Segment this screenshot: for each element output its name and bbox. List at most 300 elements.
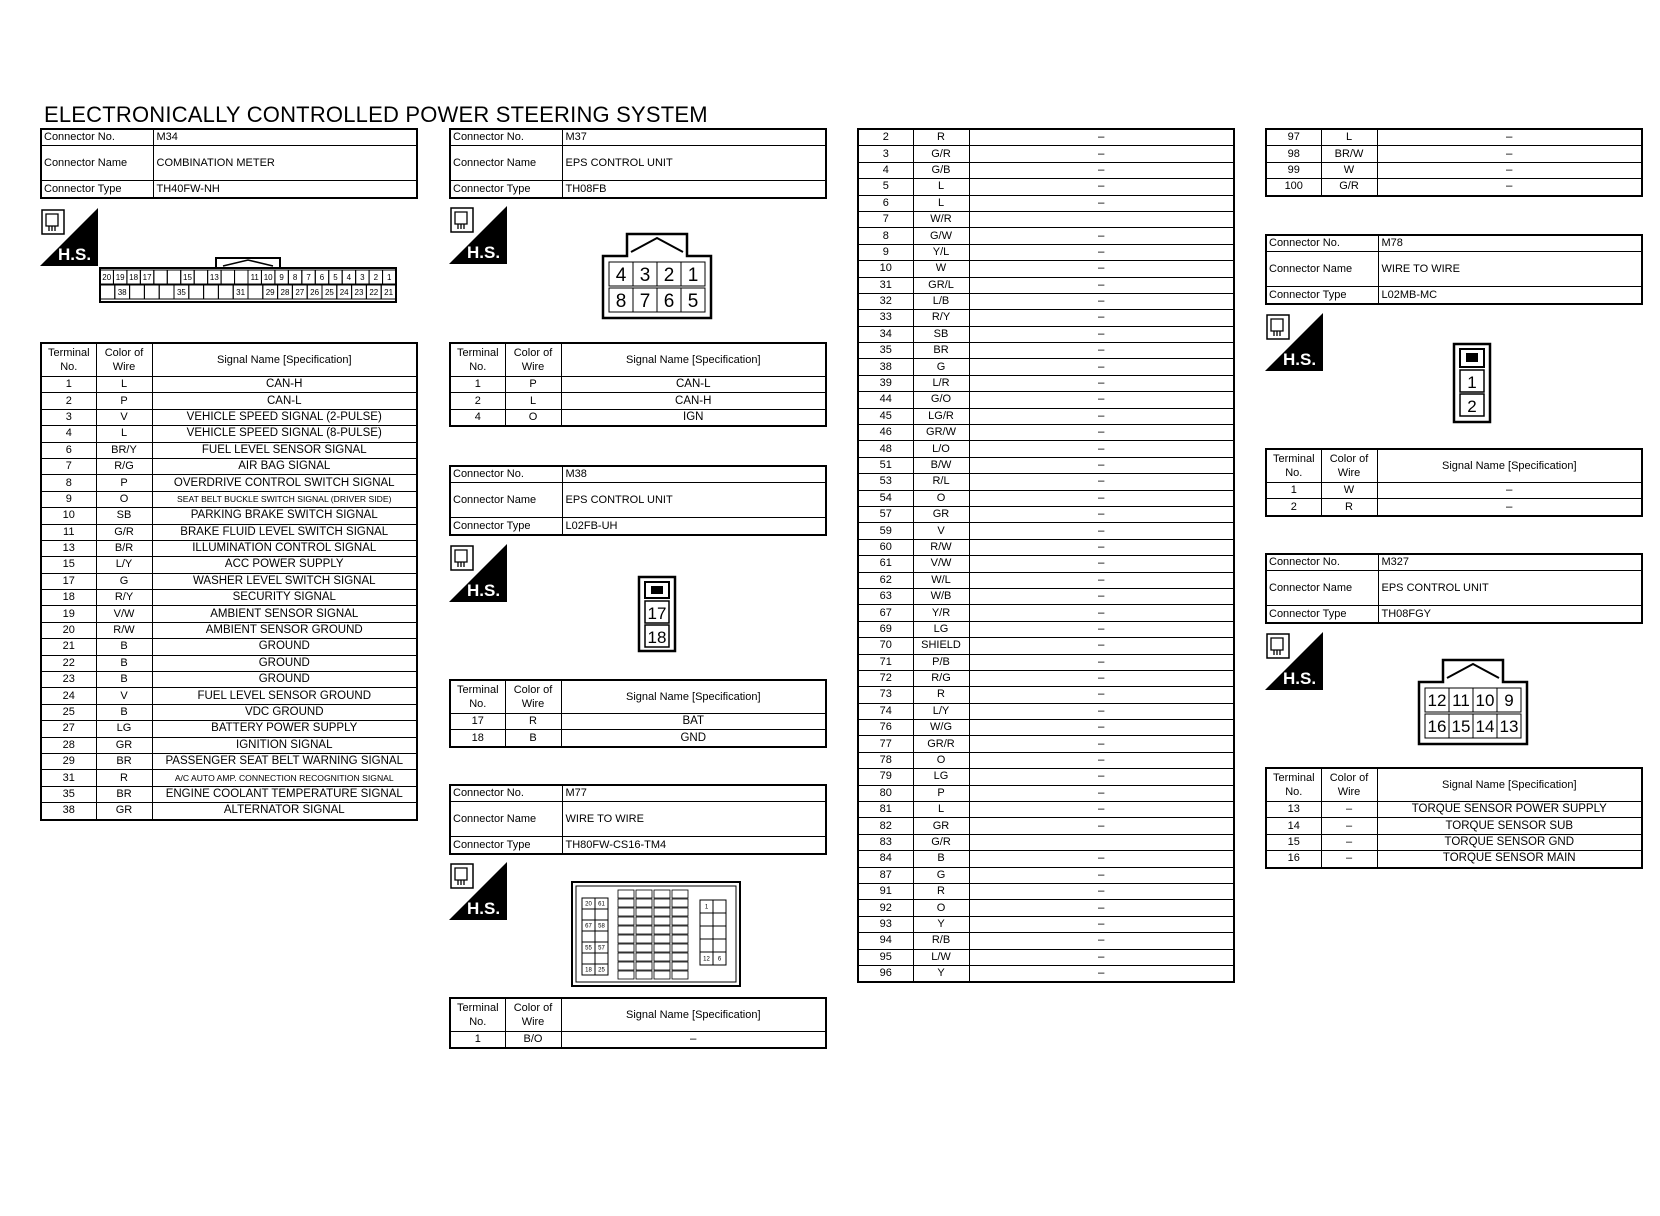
terminal-no-cell: 73 [858, 687, 913, 703]
pin-number: 29 [265, 287, 275, 297]
wire-color-cell: G/R [913, 146, 969, 162]
wire-color-cell: L [913, 195, 969, 211]
terminal-no-cell: 98 [1266, 146, 1321, 162]
wire-color-cell: R [913, 129, 969, 146]
wire-color-cell: B/O [505, 1032, 561, 1049]
signal-name-cell: – [969, 769, 1234, 785]
pin-number: 16 [1427, 717, 1447, 737]
terminal-no-cell: 84 [858, 851, 913, 867]
signal-name-cell: – [969, 228, 1234, 244]
terminal-no-header: Terminal No. [1266, 449, 1321, 483]
signal-name-cell: – [969, 441, 1234, 457]
signal-name-cell: – [969, 392, 1234, 408]
wire-color-cell: P [505, 377, 561, 393]
terminal-no-cell: 78 [858, 752, 913, 768]
wire-color-cell: W/L [913, 572, 969, 588]
table-row [1266, 162, 1642, 178]
terminal-no-cell: 94 [858, 933, 913, 949]
svg-text:18: 18 [647, 628, 667, 647]
signal-name-cell: – [969, 310, 1234, 326]
wire-color-cell: G [96, 573, 152, 589]
connector-no-value: M78 [1378, 235, 1642, 252]
terminal-no-cell: 17 [41, 573, 96, 589]
table-row [1266, 146, 1642, 162]
terminal-no-cell: 4 [450, 409, 505, 426]
table-row [858, 949, 1234, 965]
signal-name-cell: – [969, 703, 1234, 719]
terminal-no-cell: 7 [41, 458, 96, 474]
signal-name-cell: – [969, 261, 1234, 277]
table-row [858, 867, 1234, 883]
table-row [41, 475, 417, 491]
wire-color-cell: G/R [913, 834, 969, 850]
terminal-no-cell: 77 [858, 736, 913, 752]
connector-m77-continued-table [857, 128, 1235, 983]
table-row [858, 572, 1234, 588]
connector-type-label: Connector Type [1266, 606, 1378, 623]
signal-name-cell: – [1377, 129, 1642, 146]
terminal-no-cell: 29 [41, 753, 96, 769]
table-row [41, 524, 417, 540]
signal-name-cell: – [969, 162, 1234, 178]
wire-color-cell: P [913, 785, 969, 801]
terminal-no-cell: 2 [41, 393, 96, 409]
table-row [41, 688, 417, 704]
table-row [858, 851, 1234, 867]
signal-name-header: Signal Name [Specification] [152, 343, 417, 377]
connector-m78-terminal-table [1265, 448, 1643, 517]
connector-m77-terminal-table [449, 997, 827, 1049]
wire-color-cell: BR [96, 753, 152, 769]
table-row [858, 392, 1234, 408]
signal-name-cell: – [969, 129, 1234, 146]
terminal-no-cell: 9 [858, 244, 913, 260]
wire-color-cell: O [913, 900, 969, 916]
terminal-no-cell: 34 [858, 326, 913, 342]
pin-number: 25 [324, 287, 334, 297]
pin-number: 6 [663, 290, 675, 312]
signal-name-cell: ILLUMINATION CONTROL SIGNAL [152, 540, 417, 556]
terminal-no-cell: 46 [858, 425, 913, 441]
connector-m34-face-diagram [98, 250, 398, 309]
wire-color-cell: R/G [96, 458, 152, 474]
pin-number: 67 [585, 923, 592, 930]
signal-name-cell: – [969, 425, 1234, 441]
table-row [41, 426, 417, 442]
terminal-no-cell: 18 [41, 590, 96, 606]
wire-color-cell: G [913, 359, 969, 375]
table-row [858, 933, 1234, 949]
table-row [858, 785, 1234, 801]
terminal-no-cell: 23 [41, 672, 96, 688]
table-row [858, 883, 1234, 899]
terminal-no-cell: 31 [858, 277, 913, 293]
wire-color-cell: LG [96, 721, 152, 737]
terminal-no-cell: 2 [450, 393, 505, 409]
terminal-no-cell: 6 [858, 195, 913, 211]
terminal-no-cell: 15 [41, 557, 96, 573]
signal-name-cell: – [969, 179, 1234, 195]
harness-side-icon [449, 544, 507, 602]
terminal-no-cell: 69 [858, 621, 913, 637]
terminal-no-cell: 33 [858, 310, 913, 326]
wire-color-cell: BR [96, 786, 152, 802]
pin-number: 24 [339, 287, 349, 297]
table-row [858, 425, 1234, 441]
terminal-no-cell: 3 [858, 146, 913, 162]
svg-text:1: 1 [1467, 373, 1477, 392]
signal-name-cell: ALTERNATOR SIGNAL [152, 803, 417, 820]
terminal-no-cell: 59 [858, 523, 913, 539]
signal-name-header: Signal Name [Specification] [1377, 449, 1642, 483]
wire-color-cell: P/B [913, 654, 969, 670]
table-row [450, 714, 826, 730]
wire-color-cell: L [913, 179, 969, 195]
pin-number: 5 [687, 290, 699, 312]
svg-text:H.S.: H.S. [1283, 669, 1317, 688]
wire-color-cell: R/W [913, 539, 969, 555]
signal-name-cell: VDC GROUND [152, 704, 417, 720]
pin-number: 7 [306, 272, 311, 282]
table-row [450, 393, 826, 409]
color-of-wire-header: Color of Wire [505, 998, 561, 1032]
table-row [858, 621, 1234, 637]
terminal-no-cell: 17 [450, 714, 505, 730]
table-row [858, 261, 1234, 277]
wire-color-cell: B [96, 704, 152, 720]
wire-color-cell: R/G [913, 670, 969, 686]
table-row [858, 736, 1234, 752]
color-of-wire-header: Color of Wire [1321, 768, 1377, 802]
table-row [41, 458, 417, 474]
wire-color-cell: SHIELD [913, 638, 969, 654]
pin-number: 2 [663, 264, 675, 286]
pin-number: 4 [346, 272, 352, 282]
terminal-no-cell: 21 [41, 639, 96, 655]
terminal-no-cell: 16 [1266, 851, 1321, 868]
wire-color-cell: – [1321, 802, 1377, 818]
connector-name-value: WIRE TO WIRE [1378, 252, 1642, 287]
terminal-no-cell: 8 [858, 228, 913, 244]
terminal-no-cell: 60 [858, 539, 913, 555]
table-row [41, 803, 417, 820]
table-row [858, 720, 1234, 736]
wire-color-cell: GR [913, 818, 969, 834]
wire-color-cell: O [505, 409, 561, 426]
connector-m327-info [1265, 553, 1643, 624]
table-row [1266, 483, 1642, 499]
table-row [1266, 834, 1642, 850]
table-row [858, 129, 1234, 146]
wire-color-cell: W [913, 261, 969, 277]
pin-number: 8 [615, 290, 627, 312]
signal-name-cell: – [969, 474, 1234, 490]
terminal-no-cell: 93 [858, 916, 913, 932]
wire-color-cell: B [505, 730, 561, 747]
pin-number: 28 [280, 287, 290, 297]
pin-number: 3 [360, 272, 365, 282]
svg-text:2: 2 [1467, 397, 1477, 416]
table-row [858, 588, 1234, 604]
wire-color-cell: P [96, 475, 152, 491]
wire-color-cell: L/R [913, 375, 969, 391]
color-of-wire-header: Color of Wire [1321, 449, 1377, 483]
wire-color-cell: GR [96, 803, 152, 820]
table-row [41, 508, 417, 524]
connector-type-value: TH40FW-NH [153, 181, 417, 198]
signal-name-cell: TORQUE SENSOR MAIN [1377, 851, 1642, 868]
terminal-no-cell: 28 [41, 737, 96, 753]
terminal-no-cell: 14 [1266, 818, 1321, 834]
signal-name-cell: GROUND [152, 639, 417, 655]
table-row [858, 638, 1234, 654]
signal-name-cell: ACC POWER SUPPLY [152, 557, 417, 573]
table-row [858, 441, 1234, 457]
svg-text:H.S.: H.S. [467, 581, 501, 600]
connector-type-value: L02FB-UH [562, 518, 826, 535]
table-row [41, 753, 417, 769]
signal-name-cell: – [969, 670, 1234, 686]
connector-m38-section [449, 465, 827, 536]
terminal-no-cell: 4 [858, 162, 913, 178]
wire-color-cell: Y/R [913, 605, 969, 621]
signal-name-cell: CAN-L [152, 393, 417, 409]
table-row [41, 393, 417, 409]
pin-number: 6 [717, 956, 722, 963]
pin-number: 10 [1475, 691, 1495, 711]
table-row [41, 786, 417, 802]
wire-color-cell: V [96, 409, 152, 425]
terminal-no-cell: 71 [858, 654, 913, 670]
wire-color-cell: O [96, 491, 152, 507]
terminal-no-cell: 1 [450, 377, 505, 393]
table-row [41, 639, 417, 655]
pin-number: 21 [384, 287, 394, 297]
table-row [41, 573, 417, 589]
connector-m37-info [449, 128, 827, 199]
connector-m38-terminal-table [449, 679, 827, 748]
wire-color-cell: W [1321, 483, 1377, 499]
pin-number: 8 [292, 272, 298, 282]
signal-name-header: Signal Name [Specification] [1377, 768, 1642, 802]
connector-m77-face-diagram [570, 880, 742, 993]
table-row [858, 769, 1234, 785]
table-row [41, 540, 417, 556]
terminal-no-cell: 81 [858, 802, 913, 818]
connector-m37-face-diagram [601, 232, 713, 325]
table-row [41, 491, 417, 507]
wire-color-cell: – [1321, 834, 1377, 850]
pin-number: 4 [615, 264, 627, 286]
table-row [858, 359, 1234, 375]
wire-color-cell: LG/R [913, 408, 969, 424]
terminal-no-cell: 31 [41, 770, 96, 786]
signal-name-cell: FUEL LEVEL SENSOR GROUND [152, 688, 417, 704]
wire-color-cell: R/Y [96, 590, 152, 606]
terminal-no-cell: 95 [858, 949, 913, 965]
wire-color-cell: L [96, 377, 152, 393]
signal-name-cell: GROUND [152, 672, 417, 688]
terminal-no-cell: 2 [1266, 499, 1321, 516]
terminal-no-header: Terminal No. [450, 680, 505, 714]
table-row [41, 704, 417, 720]
connector-no-label: Connector No. [450, 785, 562, 802]
table-row [858, 654, 1234, 670]
table-row [858, 179, 1234, 195]
connector-name-label: Connector Name [1266, 252, 1378, 287]
wire-color-cell: GR [913, 506, 969, 522]
signal-name-cell: – [561, 1032, 826, 1049]
terminal-no-cell: 18 [450, 730, 505, 747]
pin-number: 9 [1504, 691, 1514, 711]
signal-name-cell: PASSENGER SEAT BELT WARNING SIGNAL [152, 753, 417, 769]
wire-color-cell: BR/W [1321, 146, 1377, 162]
signal-name-cell: – [969, 326, 1234, 342]
signal-name-header: Signal Name [Specification] [561, 343, 826, 377]
signal-name-cell: WASHER LEVEL SWITCH SIGNAL [152, 573, 417, 589]
table-row [858, 293, 1234, 309]
signal-name-cell: – [1377, 499, 1642, 516]
terminal-no-cell: 22 [41, 655, 96, 671]
signal-name-cell: – [969, 408, 1234, 424]
connector-type-label: Connector Type [450, 518, 562, 535]
signal-name-cell: – [969, 883, 1234, 899]
wire-color-cell: R [913, 687, 969, 703]
signal-name-cell: SEAT BELT BUCKLE SWITCH SIGNAL (DRIVER SIDE) [152, 491, 417, 507]
wire-color-cell: SB [913, 326, 969, 342]
connector-m327-section [1265, 553, 1643, 624]
wire-color-cell: G [913, 867, 969, 883]
signal-name-cell: – [1377, 483, 1642, 499]
signal-name-cell: – [969, 720, 1234, 736]
table-row [41, 770, 417, 786]
pin-number: 2 [373, 272, 379, 282]
pin-number: 55 [585, 945, 592, 952]
terminal-no-cell: 67 [858, 605, 913, 621]
table-row [858, 539, 1234, 555]
connector-m78-face-diagram [1452, 342, 1492, 429]
harness-side-icon [449, 206, 507, 264]
signal-name-cell: – [969, 506, 1234, 522]
signal-name-cell: SECURITY SIGNAL [152, 590, 417, 606]
wire-color-cell: R/B [913, 933, 969, 949]
signal-name-cell: – [1377, 146, 1642, 162]
connector-name-label: Connector Name [450, 483, 562, 518]
signal-name-cell: – [969, 277, 1234, 293]
table-row [41, 622, 417, 638]
signal-name-cell: – [969, 244, 1234, 260]
pin-number: 18 [585, 967, 592, 974]
harness-side-icon [40, 208, 98, 266]
terminal-no-cell: 10 [41, 508, 96, 524]
terminal-no-cell: 3 [41, 409, 96, 425]
signal-name-cell: TORQUE SENSOR SUB [1377, 818, 1642, 834]
wire-color-cell: B [96, 655, 152, 671]
table-row [858, 916, 1234, 932]
pin-number: 11 [250, 272, 259, 282]
signal-name-cell: CAN-L [561, 377, 826, 393]
wire-color-cell: B [913, 851, 969, 867]
signal-name-cell: – [969, 949, 1234, 965]
table-row [41, 442, 417, 458]
connector-type-value: L02MB-MC [1378, 287, 1642, 304]
signal-name-cell: – [969, 638, 1234, 654]
wire-color-cell: R [913, 883, 969, 899]
harness-side-icon [1265, 632, 1323, 690]
table-row [858, 556, 1234, 572]
pin-number: 9 [279, 272, 284, 282]
table-row [858, 195, 1234, 211]
terminal-no-cell: 79 [858, 769, 913, 785]
svg-text:17: 17 [647, 604, 667, 623]
connector-type-value: TH08FGY [1378, 606, 1642, 623]
signal-name-cell: – [969, 965, 1234, 982]
signal-name-cell: – [969, 375, 1234, 391]
pin-number: 19 [115, 272, 125, 282]
wire-color-cell: BR [913, 343, 969, 359]
signal-name-cell: – [969, 343, 1234, 359]
pin-number: 15 [183, 272, 192, 282]
terminal-no-cell: 54 [858, 490, 913, 506]
pin-number: 58 [598, 923, 605, 930]
pin-number: 11 [1452, 691, 1470, 711]
terminal-no-cell: 1 [41, 377, 96, 393]
table-row [1266, 499, 1642, 516]
table-row [858, 326, 1234, 342]
svg-text:H.S.: H.S. [58, 245, 92, 264]
signal-name-cell: – [969, 605, 1234, 621]
connector-type-label: Connector Type [450, 181, 562, 198]
table-row [41, 672, 417, 688]
signal-name-header: Signal Name [Specification] [561, 680, 826, 714]
terminal-no-cell: 53 [858, 474, 913, 490]
connector-name-label: Connector Name [450, 146, 562, 181]
table-row [41, 409, 417, 425]
connector-m37-section [449, 128, 827, 199]
terminal-no-cell: 35 [858, 343, 913, 359]
terminal-no-cell: 100 [1266, 179, 1321, 196]
wire-color-cell: R [505, 714, 561, 730]
connector-name-value: COMBINATION METER [153, 146, 417, 181]
terminal-no-cell: 1 [450, 1032, 505, 1049]
table-row [858, 687, 1234, 703]
svg-text:H.S.: H.S. [467, 243, 501, 262]
signal-name-cell: – [969, 556, 1234, 572]
connector-m38-face-diagram [637, 575, 677, 658]
wire-color-cell: W/G [913, 720, 969, 736]
table-row [858, 474, 1234, 490]
signal-name-cell: GND [561, 730, 826, 747]
wire-color-cell: W [1321, 162, 1377, 178]
table-row [858, 277, 1234, 293]
wire-color-cell: L [913, 802, 969, 818]
signal-name-cell: – [969, 195, 1234, 211]
pin-number: 6 [319, 272, 325, 282]
wire-color-cell: G/R [1321, 179, 1377, 196]
table-row [450, 409, 826, 426]
connector-m37-terminal-table [449, 342, 827, 427]
page-title: ELECTRONICALLY CONTROLLED POWER STEERING SYSTEM [44, 102, 708, 127]
pin-number: 15 [1451, 717, 1471, 737]
table-row [858, 408, 1234, 424]
signal-name-cell: – [969, 785, 1234, 801]
wire-color-cell: R/L [913, 474, 969, 490]
wire-color-cell: O [913, 490, 969, 506]
terminal-no-cell: 97 [1266, 129, 1321, 146]
signal-name-cell: AMBIENT SENSOR SIGNAL [152, 606, 417, 622]
signal-name-cell: IGN [561, 409, 826, 426]
connector-m34-info [40, 128, 418, 199]
